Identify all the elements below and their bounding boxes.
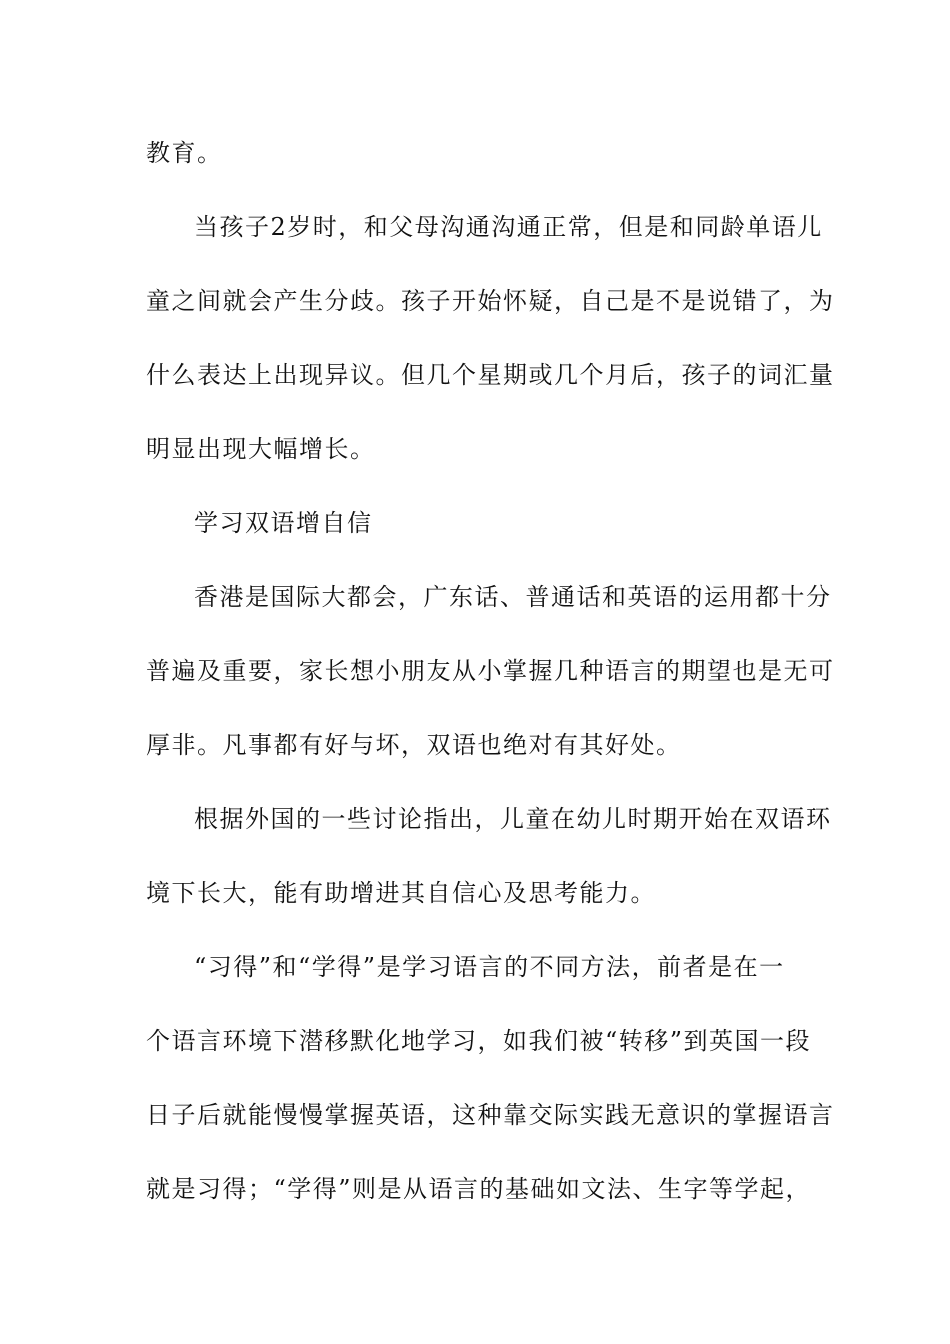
paragraph-text-line: “习得”和“学得”是学习语言的不同方法，前者是在一	[194, 953, 785, 981]
paragraph-text-line: 明显出现大幅增长。	[146, 435, 376, 463]
paragraph-text-line: 普遍及重要，家长想小朋友从小掌握几种语言的期望也是无可	[146, 657, 835, 685]
paragraph-text-line: 什么表达上出现异议。但几个星期或几个月后，孩子的词汇量	[146, 361, 835, 389]
paragraph-text-line: 童之间就会产生分歧。孩子开始怀疑，自己是不是说错了，为	[146, 287, 835, 315]
paragraph-text-line: 日子后就能慢慢掌握英语，这种靠交际实践无意识的掌握语言	[146, 1101, 835, 1129]
section-heading: 学习双语增自信	[194, 509, 373, 537]
paragraph-text-line: 个语言环境下潜移默化地学习，如我们被“转移”到英国一段	[146, 1027, 812, 1055]
paragraph-text-line: 境下长大，能有助增进其自信心及思考能力。	[146, 879, 656, 907]
paragraph-text-line: 根据外国的一些讨论指出，儿童在幼儿时期开始在双语环	[194, 805, 832, 833]
paragraph-text-line: 厚非。凡事都有好与坏，双语也绝对有其好处。	[146, 731, 682, 759]
paragraph-text-line: 就是习得；“学得”则是从语言的基础如文法、生字等学起，	[146, 1175, 812, 1203]
paragraph-text-line: 当孩子2岁时，和父母沟通沟通正常，但是和同龄单语儿	[194, 213, 823, 241]
paragraph-text-line: 教育。	[146, 139, 223, 167]
paragraph-text-line: 香港是国际大都会，广东话、普通话和英语的运用都十分	[194, 583, 832, 611]
